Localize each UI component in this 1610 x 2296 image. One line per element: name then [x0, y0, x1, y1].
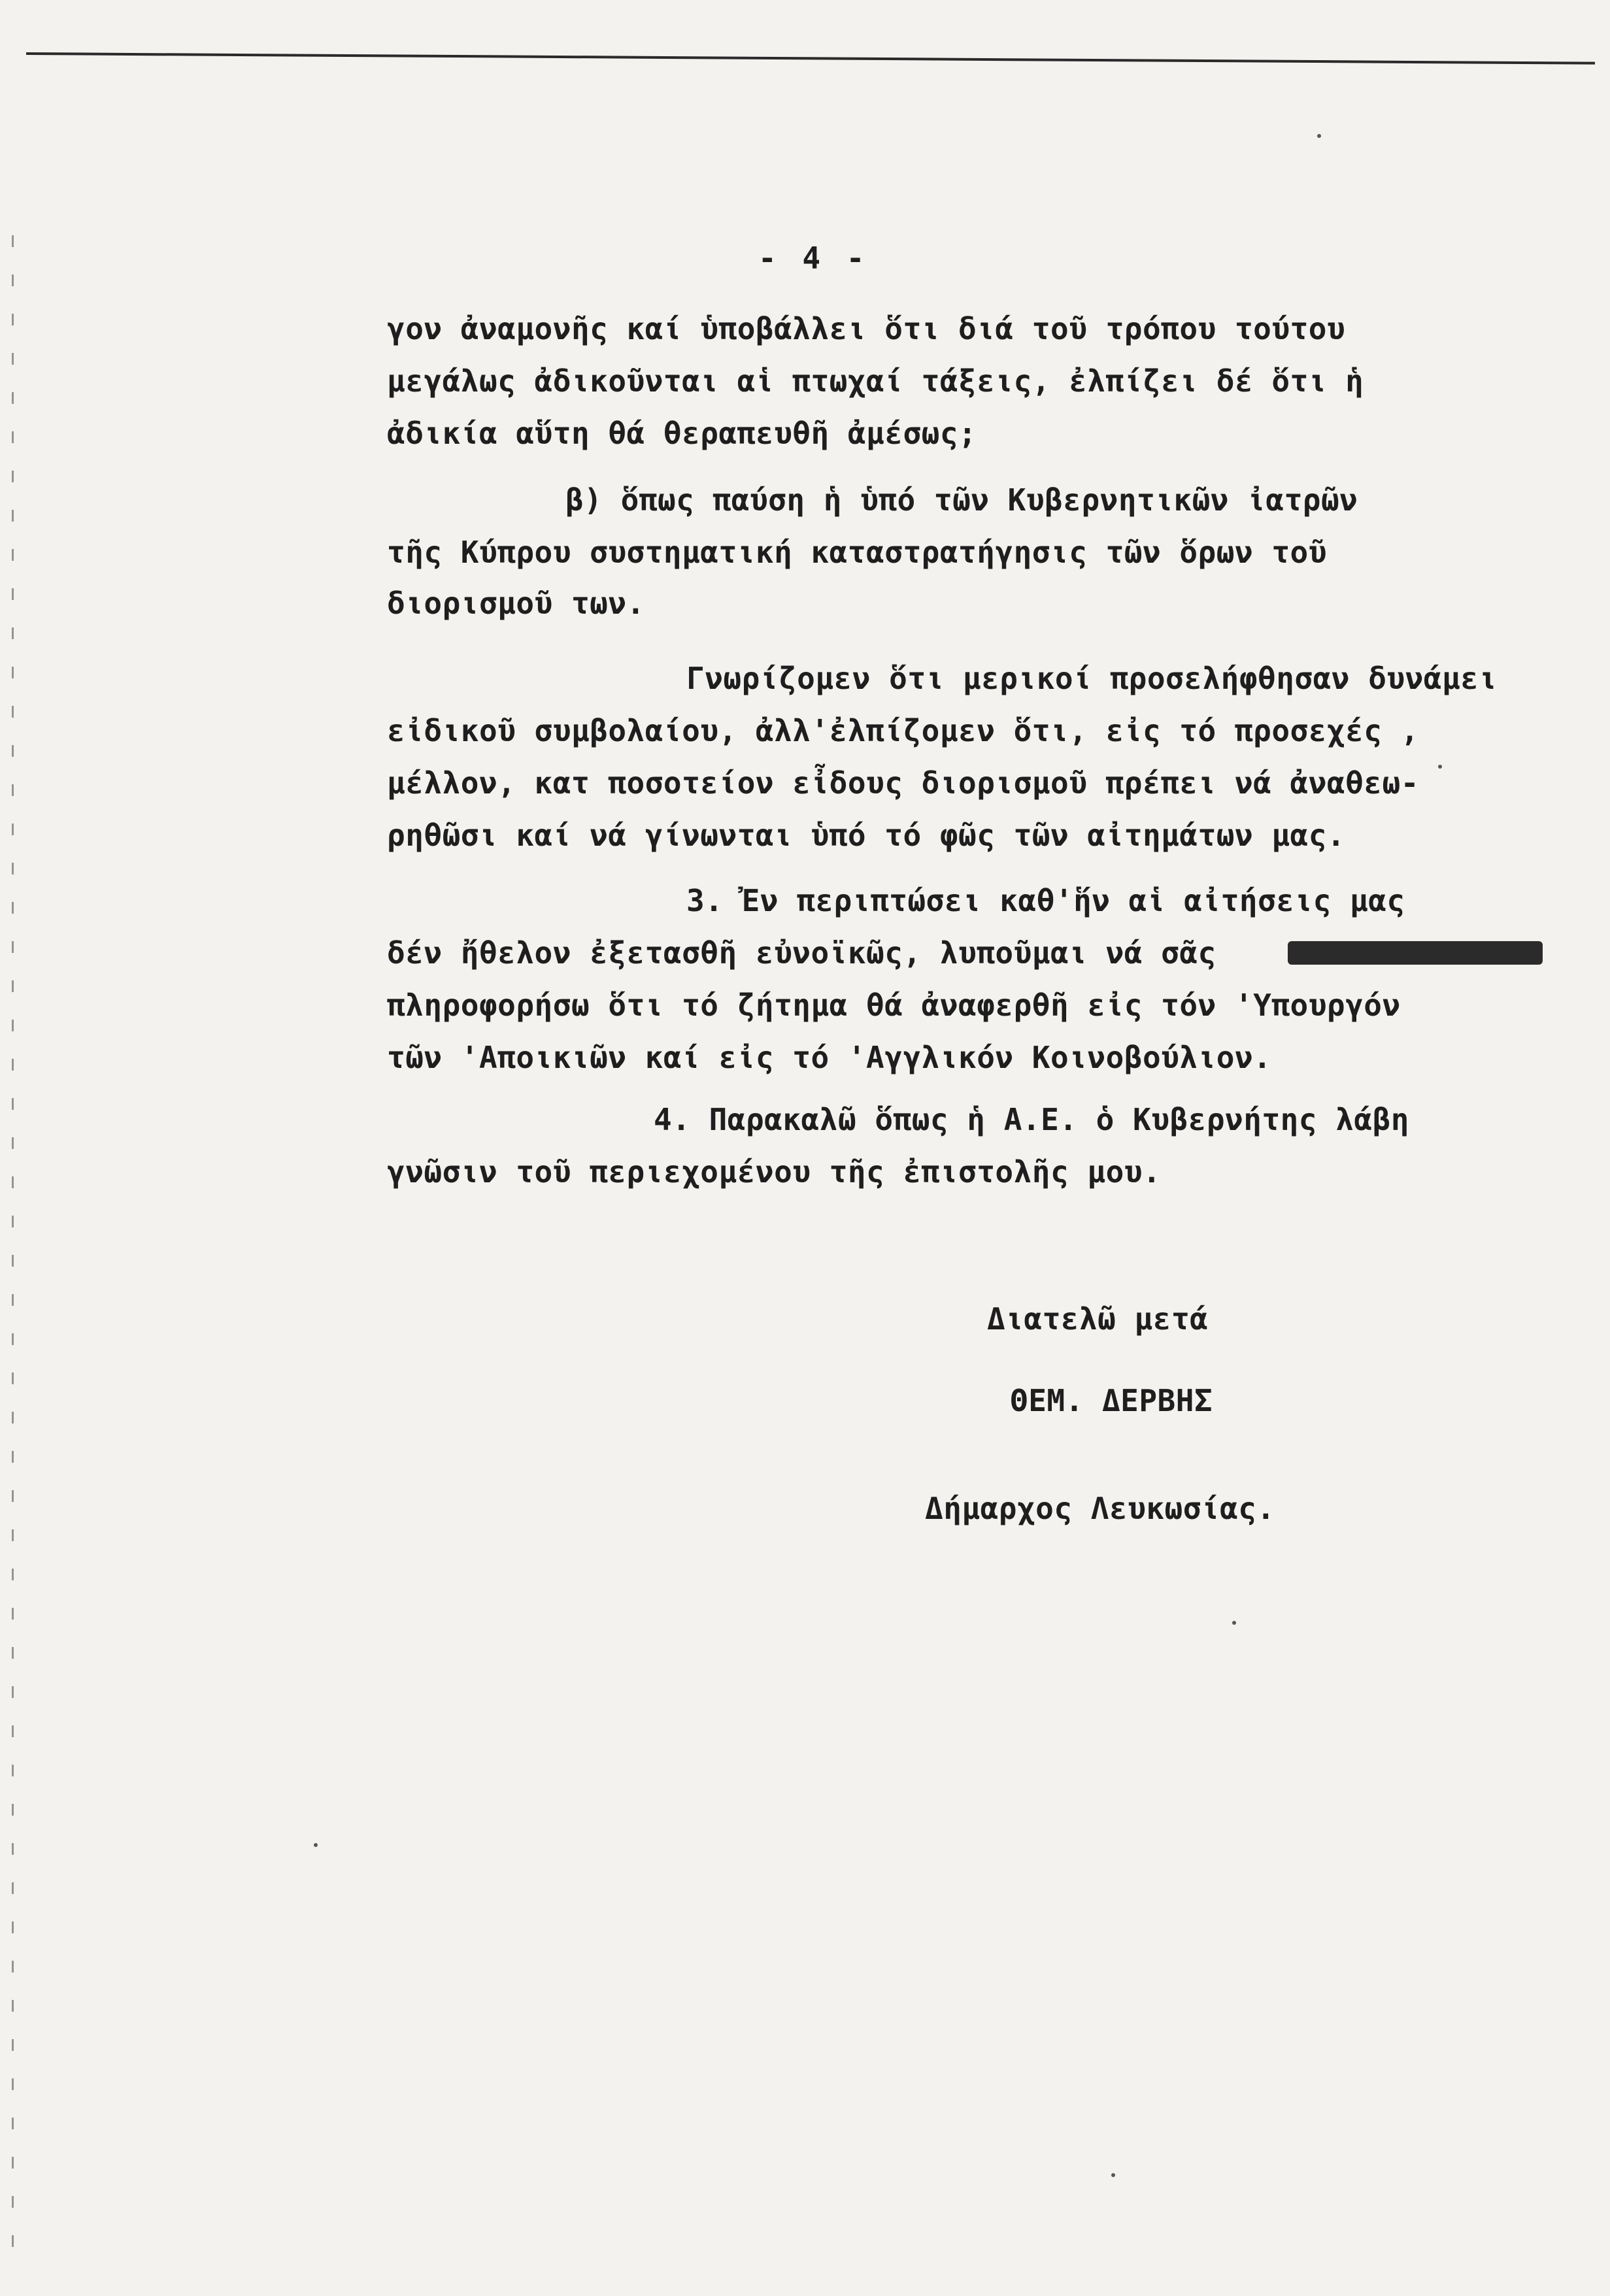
body-line: δέν ἤθελον ἐξετασθῆ εὐνοϊκῶς, λυποῦμαι νά σᾶς [387, 935, 1216, 971]
page-number: - 4 - [758, 241, 869, 276]
body-line: ρηθῶσι καί νά γίνωνται ὑπό τό φῶς τῶν αἰτημάτων μας. [387, 818, 1346, 853]
body-line: διορισμοῦ των. [387, 586, 645, 621]
dust-speck [1317, 134, 1321, 138]
body-line: τῶν 'Αποικιῶν καί εἰς τό 'Αγγλικόν Κοινοβούλιον. [387, 1040, 1272, 1075]
dust-speck [1111, 2173, 1115, 2177]
body-line: μεγάλως ἀδικοῦνται αἱ πτωχαί τάξεις, ἐλπίζει δέ ὅτι ἡ [387, 363, 1364, 399]
dust-speck [314, 1843, 318, 1847]
body-line: Γνωρίζομεν ὅτι μερικοί προσελήφθησαν δυνάμει [686, 661, 1498, 696]
body-line: πληροφορήσω ὅτι τό ζήτημα θά ἀναφερθῆ εἰς τόν 'Υπουργόν [387, 988, 1401, 1023]
body-line: γνῶσιν τοῦ περιεχομένου τῆς ἐπιστολῆς μου. [387, 1154, 1162, 1190]
ink-blot [1288, 941, 1543, 965]
dust-speck [1438, 765, 1442, 769]
body-line: 3. Ἐν περιπτώσει καθ'ἥν αἱ αἰτήσεις μας [686, 883, 1405, 918]
page-left-edge [12, 235, 14, 2261]
signature-title: Δήμαρχος Λευκωσίας. [925, 1491, 1275, 1526]
body-line: 4. Παρακαλῶ ὅπως ἡ Α.Ε. ὁ Κυβερνήτης λάβη [654, 1102, 1409, 1137]
body-line: γον ἀναμονῆς καί ὑποβάλλει ὅτι διά τοῦ τρόπου τούτου [387, 311, 1346, 346]
body-line: εἰδικοῦ συμβολαίου, ἀλλ'ἐλπίζομεν ὅτι, εἰς τό προσεχές , [387, 713, 1419, 748]
body-line: μέλλον, κατ ποσοτείον εἶδους διορισμοῦ πρέπει νά ἀναθεω- [387, 765, 1419, 801]
body-line: ἀδικία αὕτη θά θεραπευθῆ ἀμέσως; [387, 416, 977, 451]
body-line: τῆς Κύπρου συστηματική καταστρατήγησις τῶν ὅρων τοῦ [387, 535, 1327, 570]
body-line: β) ὅπως παύση ἡ ὑπό τῶν Κυβερνητικῶν ἰατρῶν [565, 482, 1358, 518]
signature-closing: Διατελῶ μετά [987, 1301, 1209, 1337]
signature-name: ΘΕΜ. ΔΕΡΒΗΣ [1010, 1383, 1213, 1418]
dust-speck [1232, 1621, 1236, 1625]
page-top-rule [26, 52, 1595, 65]
